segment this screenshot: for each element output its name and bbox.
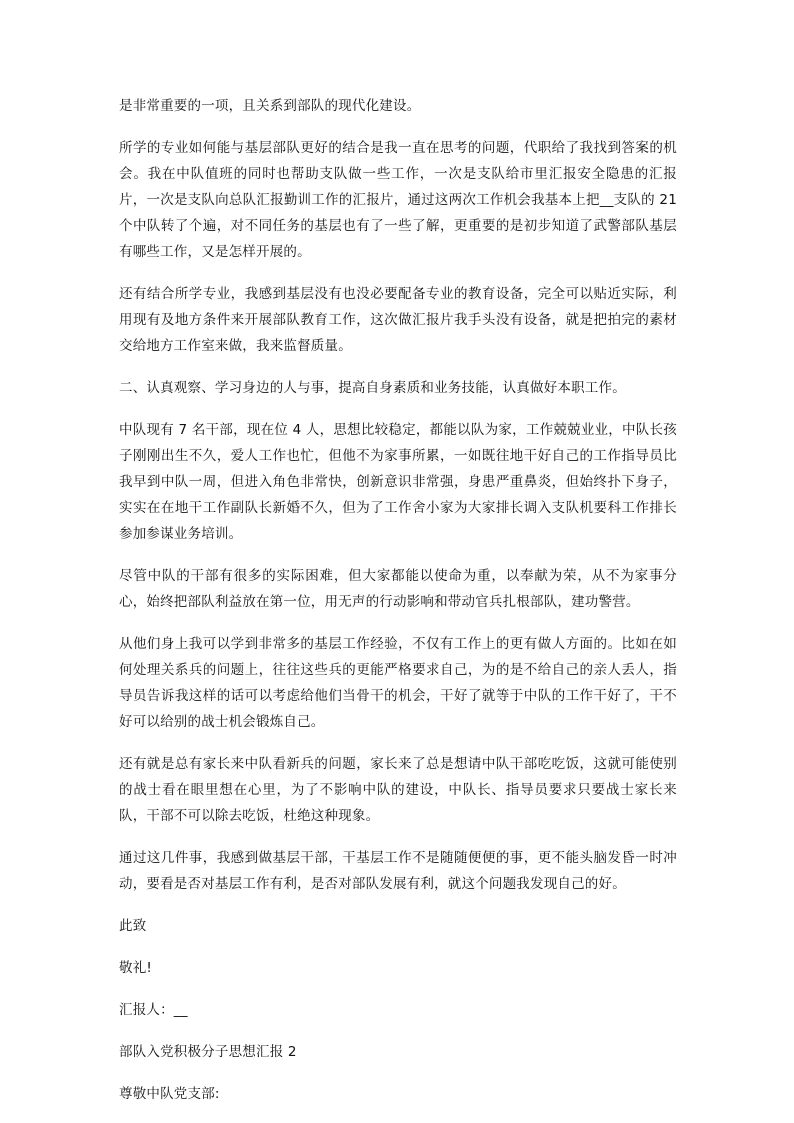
- next-report-salutation: 尊敬中队党支部:: [119, 1086, 220, 1102]
- section-heading: 二、认真观察、学习身边的人与事，提高自身素质和业务技能，认真做好本职工作。: [119, 380, 626, 396]
- closing-greeting: 敬礼!: [119, 960, 153, 976]
- document-body: [119, 93, 677, 1123]
- paragraph: 还有就是总有家长来中队看新兵的问题，家长来了总是想请中队干部吃吃饭，这就可能使别的战士看在眼里想在心里，为了不影响中队的建设，中队长、指导员要求只要战士家长来队，干部不可以除去吃饭，杜绝这种现象。: [119, 756, 677, 824]
- paragraph: 还有结合所学专业，我感到基层没有也没必要配备专业的教育设备，完全可以贴近实际，利用现有及地方条件来开展部队教育工作，这次做汇报片我手头没有设备，就是把拍完的素材交给地方工作室来做，我来监督质量。: [119, 286, 677, 354]
- paragraph: 尽管中队的干部有很多的实际困难，但大家都能以使命为重，以奉献为荣，从不为家事分心，始终把部队利益放在第一位，用无声的行动影响和带动官兵扎根部队，建功警营。: [119, 568, 677, 610]
- next-report-title: 部队入党积极分子思想汇报 2: [119, 1044, 297, 1060]
- signature-line: 汇报人：__: [119, 1002, 188, 1018]
- paragraph: 中队现有 7 名干部，现在位 4 人，思想比较稳定，都能以队为家，工作兢兢业业，中队长孩子刚刚出生不久，爱人工作也忙，但他不为家事所累，一如既往地干好自己的工作指导员比我早到中队一周，但进入角色非常快，创新意识非常强，身患严重鼻炎，但始终扑下身子，实实在在地干工作副队长新婚不久，但为了工作舍小家为大家排长调入支队机要科工作排长参加参谋业务培训。: [119, 422, 677, 542]
- paragraph: 通过这几件事，我感到做基层干部，干基层工作不是随随便便的事，更不能头脑发昏一时冲动，要看是否对基层工作有利，是否对部队发展有利，就这个问题我发现自己的好。: [119, 850, 677, 892]
- paragraph: 从他们身上我可以学到非常多的基层工作经验，不仅有工作上的更有做人方面的。比如在如何处理关系兵的问题上，往往这些兵的更能严格要求自己，为的是不给自己的亲人丢人，指导员告诉我这样的话可以考虑给他们当骨干的机会，干好了就等于中队的工作干好了，干不好可以给别的战士机会锻炼自己。: [119, 636, 677, 730]
- paragraph: 所学的专业如何能与基层部队更好的结合是我一直在思考的问题，代职给了我找到答案的机会。我在中队值班的同时也帮助支队做一些工作，一次是支队给市里汇报安全隐患的汇报片，一次是支队向总队汇报勤训工作的汇报片，通过这两次工作机会我基本上把__支队的 21 个中队转了个遍，对不同任务的基层也有了一些了解，更重要的是初步知道了武警部队基层有哪些工作，又是怎样开展的。: [119, 140, 677, 260]
- paragraph: 是非常重要的一项，且关系到部队的现代化建设。: [119, 98, 421, 114]
- closing-salutation: 此致: [119, 918, 147, 934]
